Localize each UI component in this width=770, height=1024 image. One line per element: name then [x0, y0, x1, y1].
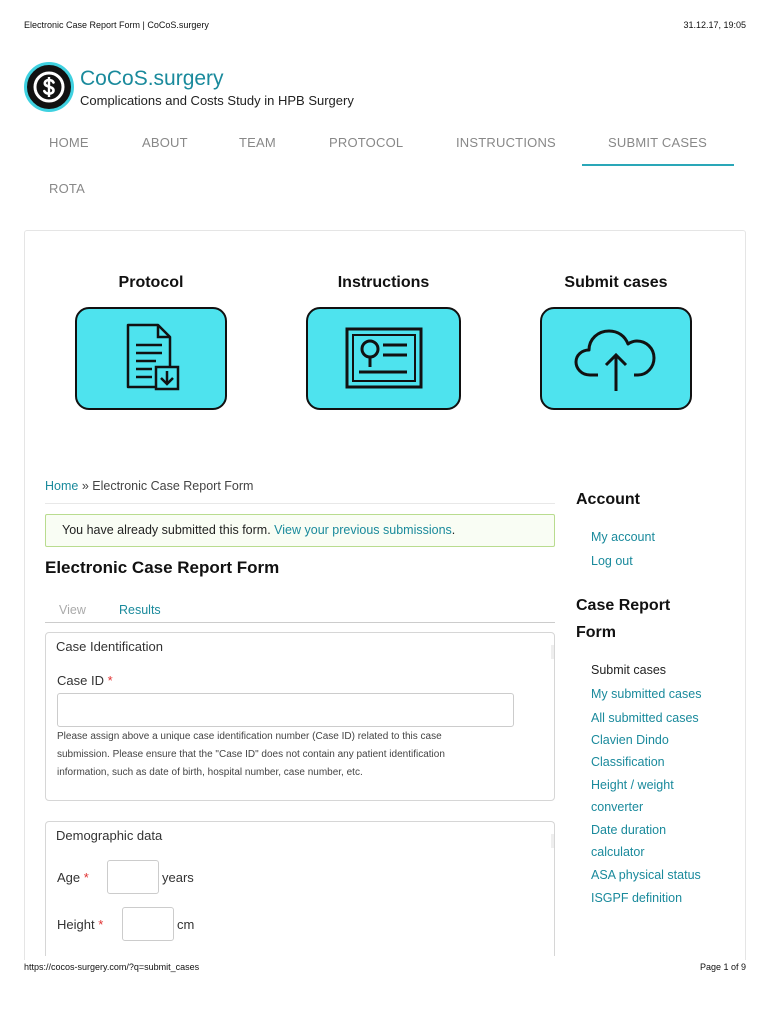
page-title: Electronic Case Report Form	[45, 558, 280, 577]
site-slogan: Complications and Costs Study in HPB Surgery	[80, 92, 354, 108]
print-datetime: 31.12.17, 19:05	[683, 20, 746, 30]
case-id-help-line-3: information, such as date of birth, hospital number, case number, etc.	[57, 767, 363, 778]
print-title: Electronic Case Report Form | CoCoS.surgery	[24, 20, 209, 30]
required-marker: *	[107, 673, 113, 688]
form-tabs	[45, 602, 555, 623]
tile-title-protocol[interactable]: Protocol	[118, 274, 184, 291]
breadcrumb-home[interactable]: Home	[45, 479, 79, 493]
height-label: Height *	[57, 917, 104, 932]
nav-active-indicator	[582, 164, 734, 166]
age-input[interactable]	[107, 860, 159, 894]
fieldset-edge	[551, 834, 554, 848]
nav-protocol[interactable]: PROTOCOL	[329, 135, 404, 150]
print-page-number: Page 1 of 9	[699, 962, 746, 972]
sidebar-link-height-weight-converter[interactable]: Height / weight converter	[591, 778, 674, 814]
nav-rota[interactable]: ROTA	[49, 181, 85, 196]
fieldset-edge	[551, 645, 554, 659]
print-footer	[24, 962, 746, 972]
case-id-label: Case ID *	[57, 673, 113, 688]
sidebar-link-log-out[interactable]: Log out	[591, 554, 633, 568]
fieldset-demographic-data	[45, 821, 555, 956]
nav-team[interactable]: TEAM	[239, 135, 276, 150]
nav-about[interactable]: ABOUT	[142, 135, 188, 150]
fieldset-legend-demographic: Demographic data	[56, 828, 163, 843]
breadcrumb-current: Electronic Case Report Form	[92, 479, 254, 493]
sidebar-link-my-submitted-cases[interactable]: My submitted cases	[591, 687, 702, 701]
nav-submit-cases[interactable]: SUBMIT CASES	[608, 135, 707, 150]
age-label: Age *	[57, 870, 89, 885]
sidebar-link-isgpf-definition[interactable]: ISGPF definition	[591, 891, 683, 905]
instructions-card-icon	[339, 319, 429, 399]
tile-title-submit-cases[interactable]: Submit cases	[564, 274, 668, 291]
sidebar-link-asa-physical-status[interactable]: ASA physical status	[591, 868, 701, 882]
site-branding[interactable]	[24, 62, 354, 112]
sidebar-item-submit-cases[interactable]: Submit cases	[591, 663, 667, 677]
sidebar-heading-case-report-form: Case Report Form	[576, 597, 671, 641]
height-unit: cm	[177, 917, 195, 932]
tile-instructions[interactable]	[306, 307, 461, 410]
status-message-text: You have already submitted this form.	[62, 523, 271, 537]
sidebar-link-all-submitted-cases[interactable]: All submitted cases	[591, 711, 699, 725]
tab-results[interactable]: Results	[119, 603, 161, 617]
breadcrumb-separator: »	[81, 479, 89, 493]
sidebar-link-date-duration-calculator[interactable]: Date duration calculator	[591, 823, 667, 859]
case-id-help-line-2: submission. Please ensure that the "Case ID" does not contain any patient identification	[57, 749, 445, 760]
tab-view[interactable]: View	[59, 603, 86, 617]
sidebar-link-clavien-dindo[interactable]: Clavien Dindo Classification	[591, 733, 669, 769]
tile-protocol[interactable]	[75, 307, 227, 410]
height-input[interactable]	[122, 907, 174, 941]
sidebar-heading-account: Account	[576, 491, 640, 508]
breadcrumb	[45, 479, 253, 493]
nav-instructions[interactable]: INSTRUCTIONS	[456, 135, 556, 150]
breadcrumb-divider	[45, 503, 555, 504]
document-download-icon	[106, 319, 196, 399]
cloud-upload-icon	[568, 319, 664, 399]
status-message	[45, 514, 555, 547]
case-id-help-line-1: Please assign above a unique case identification number (Case ID) related to this case	[57, 731, 442, 742]
dollar-logo-icon[interactable]	[24, 62, 74, 112]
nav-home[interactable]: HOME	[49, 135, 89, 150]
print-url: https://cocos-surgery.com/?q=submit_cases	[24, 962, 200, 972]
required-marker: *	[83, 870, 89, 885]
view-previous-submissions-link[interactable]: View your previous submissions	[274, 523, 452, 537]
fieldset-legend-case-identification: Case Identification	[56, 639, 163, 654]
site-name[interactable]: CoCoS.surgery	[80, 66, 224, 90]
print-header	[24, 20, 746, 30]
age-unit: years	[162, 870, 194, 885]
sidebar-link-my-account[interactable]: My account	[591, 530, 655, 544]
case-id-help-text	[57, 728, 517, 782]
case-id-input[interactable]	[57, 693, 514, 727]
fieldset-case-identification	[45, 632, 555, 801]
status-message-suffix: .	[451, 523, 456, 537]
tile-title-instructions[interactable]: Instructions	[337, 274, 430, 291]
required-marker: *	[98, 917, 104, 932]
tile-submit-cases[interactable]	[540, 307, 692, 410]
